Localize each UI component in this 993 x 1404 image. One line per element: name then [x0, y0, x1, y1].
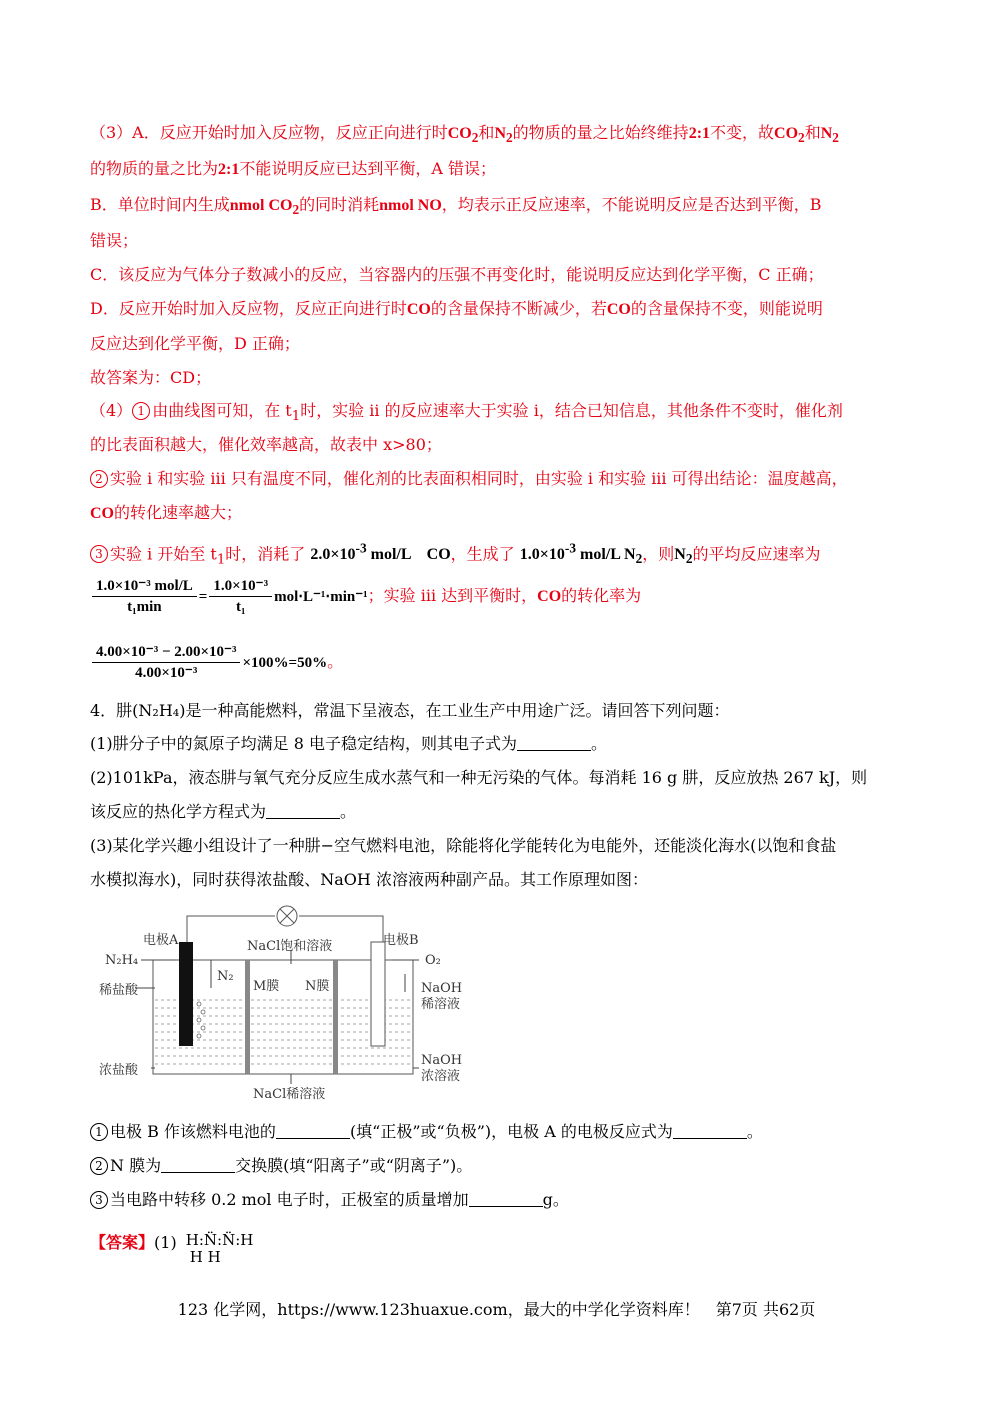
dilute-hcl-label: 稀盐酸	[99, 983, 139, 998]
naoh-dilute-label: NaOH	[421, 981, 463, 996]
n2-label: N₂	[217, 969, 234, 984]
circled-3: 3	[90, 545, 108, 563]
lewis-structure: H:N̈:N̈:H H H	[185, 1231, 254, 1266]
answer-label: 【答案】	[90, 1233, 155, 1252]
answer-blank[interactable]	[517, 735, 591, 751]
answer-blank[interactable]	[276, 1123, 350, 1139]
s4-equation-conversion: $\frac{\text{4.00×10⁻³ − 2.00×10⁻³}}{\text{4.00×10⁻³}}$ ×100%=50%。	[90, 640, 920, 688]
circled-1: 1	[90, 1123, 108, 1141]
s3-line-b2: 错误；	[90, 231, 139, 250]
q4-line5: (3)某化学兴趣小组设计了一种肼−空气燃料电池，除能将化学能转化为电能外，还能淡化海水(以饱和食盐	[90, 836, 837, 855]
m-membrane-label: M膜	[253, 979, 280, 994]
n-membrane	[333, 960, 338, 1074]
s4-line3: 2 实验 i 和实验 iii 只有温度不同，催化剂的比表面积相同时，由实验 i 和实验 iii 可得出结论：温度越高，	[90, 468, 920, 490]
circled-2: 2	[90, 1157, 108, 1175]
n-membrane-label: N膜	[305, 979, 330, 994]
n2h4-label: N₂H₄	[105, 953, 139, 968]
answer-blank[interactable]	[266, 803, 340, 819]
conc-hcl-label: 浓盐酸	[99, 1063, 139, 1078]
electrode-b	[371, 942, 385, 1046]
s4-line4: CO的转化速率越大；	[90, 503, 243, 522]
naoh-conc-label-2: 浓溶液	[421, 1069, 461, 1084]
circled-1: 1	[132, 402, 150, 420]
s4-line5: 3 实验 i 开始至 $t_1$时，消耗了 $2.0\times 10^{-3}$ mol/L CO，生成了 $1.0\times 10^{-3}$ mol/L $N_2$，则$N_2$的平均反应速率为	[90, 538, 920, 572]
q4-line6: 水模拟海水)，同时获得浓盐酸、NaOH 浓溶液两种副产品。其工作原理如图：	[90, 870, 648, 889]
s3-line2: 的物质的量之比为2:1不能说明反应已达到平衡，A 错误；	[90, 159, 496, 178]
conversion-fraction: $\frac{\text{4.00×10⁻³ − 2.00×10⁻³}}{\text{4.00×10⁻³}}$	[92, 642, 240, 683]
naoh-conc-label: NaOH	[421, 1053, 463, 1068]
naoh-dilute-label-2: 稀溶液	[421, 997, 461, 1012]
s3-line-b1: B．单位时间内生成nmol $CO_2$的同时消耗nmol NO，均表示正反应速率，不能说明反应是否达到平衡，B	[90, 195, 822, 218]
q4-sub1: 1 电极 B 作该燃料电池的 (填“正极”或“负极”)，电极 A 的电极反应式为 。	[90, 1121, 920, 1143]
s3-line-d1: D．反应开始时加入反应物，反应正向进行时CO的含量保持不断减少，若CO的含量保持不变，则能说明	[90, 299, 823, 318]
answer-blank[interactable]	[469, 1191, 543, 1207]
answer-blank[interactable]	[673, 1123, 747, 1139]
m-membrane	[245, 960, 250, 1074]
q4-line4: 该反应的热化学方程式为 。	[90, 802, 357, 821]
s3-answer: 故答案为：CD；	[90, 368, 212, 387]
nacl-dilute-label: NaCl稀溶液	[253, 1087, 326, 1102]
s3-line-d2: 反应达到化学平衡，D 正确；	[90, 334, 300, 353]
q4-line3: (2)101kPa，液态肼与氧气充分反应生成水蒸气和一种无污染的气体。每消耗 16 g 肼，反应放热 267 kJ，则	[90, 768, 868, 787]
rate-fraction-1: $\frac{\text{1.0×10⁻³ mol/L}}{\text{t₁min}}$	[92, 576, 197, 617]
electrode-a-label: 电极A	[143, 933, 179, 948]
page-footer: 123 化学网，https://www.123huaxue.com，最大的中学化学资料库！ 第7页 共62页	[177, 1300, 816, 1319]
fuel-cell-diagram	[95, 902, 485, 1102]
o2-label: O₂	[425, 953, 441, 968]
s3-line-c: C．该反应为气体分子数减小的反应，当容器内的压强不再变化时，能说明反应达到化学平衡，C 正确；	[90, 265, 824, 284]
electrode-a	[179, 942, 193, 1046]
rate-fraction-2: $\frac{\text{1.0×10⁻³}}{\text{t₁}}$	[209, 576, 272, 617]
electrode-b-label: 电极B	[383, 933, 419, 948]
q4-line2: (1)肼分子中的氮原子均满足 8 电子稳定结构，则其电子式为 。	[90, 734, 608, 753]
q4-sub3: 3 当电路中转移 0.2 mol 电子时，正极室的质量增加 g。	[90, 1189, 920, 1211]
q4-sub2: 2 N 膜为 交换膜(填“阳离子”或“阴离子”)。	[90, 1155, 920, 1177]
s4-line1: （4） 1 由曲线图可知，在 $t_1$时，实验 ii 的反应速率大于实验 i，结合已知信息，其他条件不变时，催化剂	[90, 401, 843, 425]
s4-equation-rate: $\frac{\text{1.0×10⁻³ mol/L}}{\text{t₁min}}$ = $\frac{\text{1.0×10⁻³}}{\text{t₁}}$ mol⋅L⁻¹⋅min⁻¹；实验 iii 达到平衡时，CO的转化率为	[90, 574, 920, 622]
nacl-saturated-label: NaCl饱和溶液	[247, 939, 333, 954]
s3-line1: （3）A．反应开始时加入反应物，反应正向进行时$CO_2$和$N_2$的物质的量之比始终维持2:1不变，故$CO_2$和$N_2$	[90, 123, 839, 146]
circled-2: 2	[90, 470, 108, 488]
answer-line: 【答案】(1) H:N̈:N̈:H H H	[90, 1231, 254, 1266]
q4-line1: 4．肼(N₂H₄)是一种高能燃料，常温下呈液态，在工业生产中用途广泛。请回答下列问题：	[90, 701, 730, 720]
circled-3: 3	[90, 1191, 108, 1209]
answer-blank[interactable]	[161, 1157, 235, 1173]
s4-line2: 的比表面积越大，催化效率越高，故表中 x>80；	[90, 435, 442, 454]
